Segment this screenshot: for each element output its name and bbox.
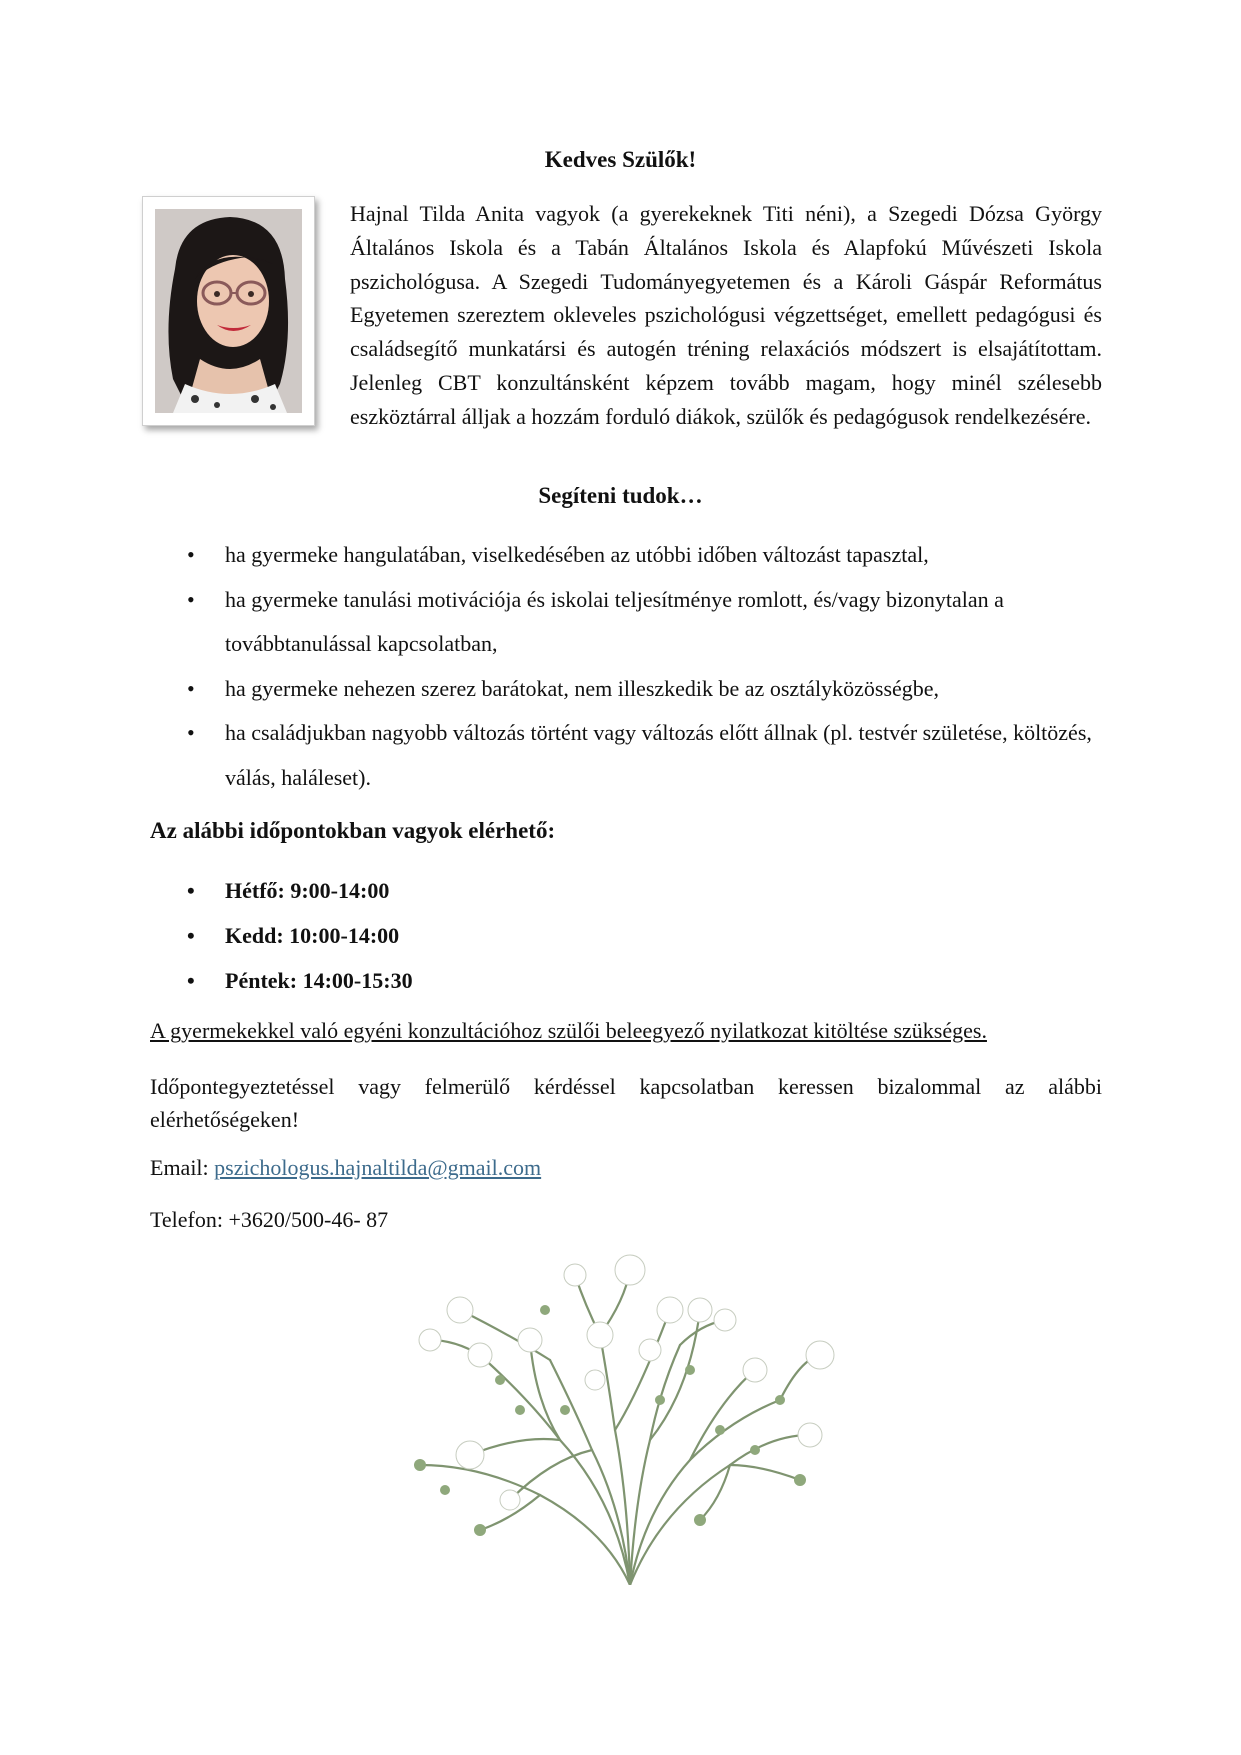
list-item: • ha családjukban nagyobb változás történt vagy változás előtt állnak (pl. testvér születése, költözés, válás, haláleset). — [150, 711, 1105, 800]
email-link[interactable]: pszichologus.hajnaltilda@gmail.com — [214, 1155, 542, 1180]
bullet-icon: • — [187, 586, 195, 612]
bullet-icon: • — [187, 968, 195, 993]
email-label: Email: — [150, 1155, 209, 1180]
portrait-image — [155, 209, 302, 413]
bullet-icon: • — [187, 542, 195, 567]
schedule-item: • Hétfő: 9:00-14:00 — [150, 868, 750, 913]
phone-label: Telefon: — [150, 1207, 223, 1232]
help-list — [150, 533, 1105, 800]
contact-note: Időpontegyeztetéssel vagy felmerülő kérdéssel kapcsolatban keressen bizalommal az alábbi elérhetőségeken! — [150, 1074, 1102, 1132]
list-item: • ha gyermeke nehezen szerez barátokat, nem illeszkedik be az osztályközösségbe, — [150, 667, 1105, 712]
consent-note: A gyermekekkel való egyéni konzultációhoz szülői beleegyező nyilatkozat kitöltése szükséges. — [150, 1018, 987, 1043]
schedule-list — [150, 868, 750, 1003]
list-item: • ha gyermeke tanulási motivációja és iskolai teljesítménye romlott, és/vagy bizonytalan a továbbtanulással kapcsolatban, — [150, 578, 1105, 667]
page-title: Kedves Szülők! — [544, 147, 697, 172]
availability-heading: Az alábbi időpontokban vagyok elérhető: — [150, 818, 556, 843]
list-item: • ha gyermeke hangulatában, viselkedésében az utóbbi időben változást tapasztal, — [150, 533, 1105, 578]
bullet-icon: • — [187, 720, 195, 745]
bullet-icon: • — [187, 923, 195, 948]
intro-paragraph: Hajnal Tilda Anita vagyok (a gyerekeknek Titi néni), a Szegedi Dózsa György Általános Iskola és a Tabán Általános Iskola és Alapfokú Művészeti Iskola pszichológusa. A Szegedi Tudományegyetemen és a Károli Gáspár Református Egyetemen szereztem okleveles pszichológusi végzettséget, emellett pedagógusi és családsegítő munkatársi és autogén tréning relaxációs módszert is elsajátítottam. Jelenleg CBT konzultánsként képzem tovább magam, hogy minél szélesebb eszköztárral álljak a hozzám forduló diákok, szülők és pedagógusok rendelkezésére. — [350, 201, 1102, 429]
bullet-icon: • — [187, 878, 195, 903]
help-heading: Segíteni tudok… — [538, 483, 703, 508]
phone-line — [150, 1207, 388, 1233]
phone-number: +3620/500-46- 87 — [228, 1207, 389, 1232]
email-line — [150, 1155, 541, 1181]
schedule-item: • Kedd: 10:00-14:00 — [150, 913, 750, 958]
portrait-photo — [142, 196, 315, 426]
schedule-item: • Péntek: 14:00-15:30 — [150, 958, 750, 1003]
bullet-icon: • — [187, 675, 195, 701]
gypsophila-flowers-illustration — [360, 1250, 890, 1585]
